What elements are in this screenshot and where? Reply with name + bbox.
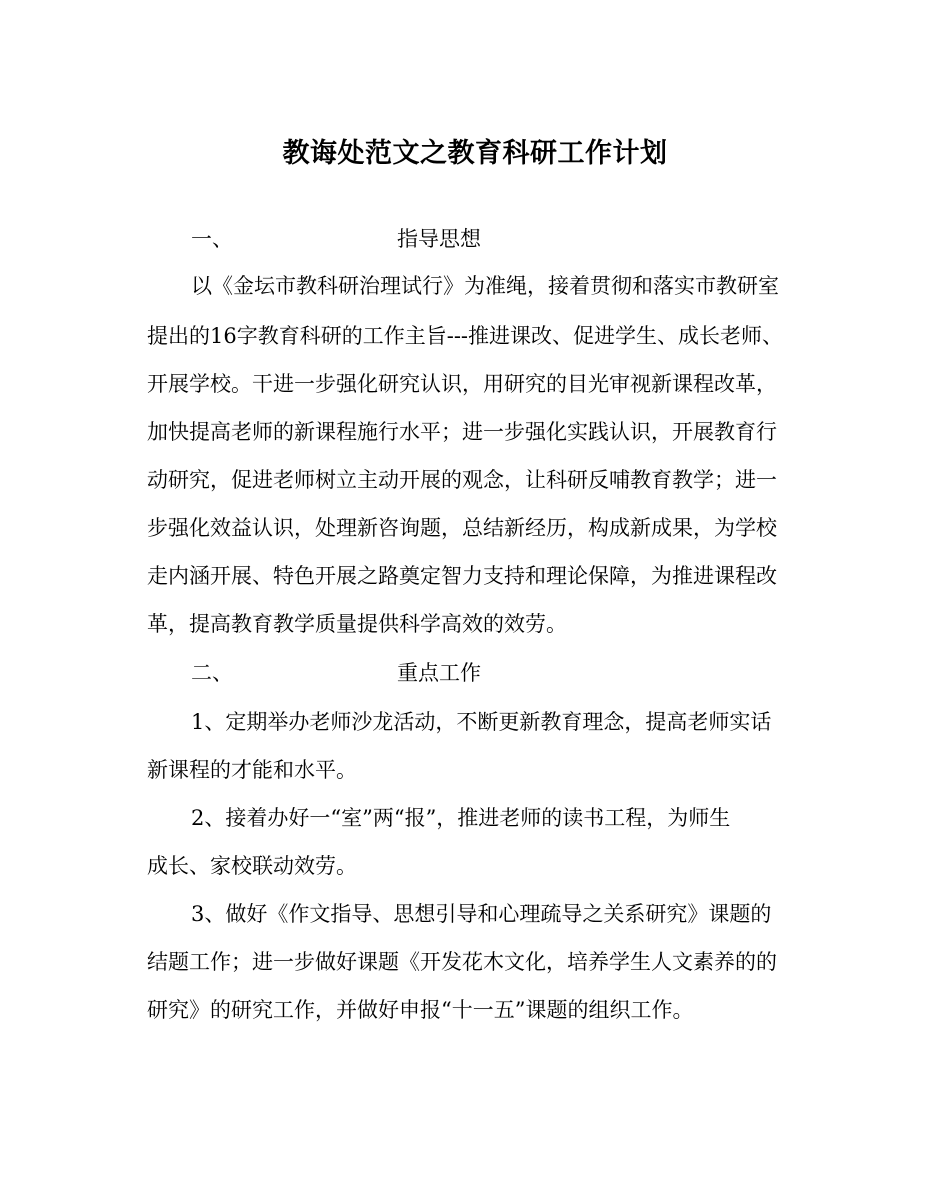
item-1-line: 新课程的才能和水平。 — [147, 758, 357, 782]
item-3-line: 结题工作；进一步做好课题《开发花木文化，培养学生人文素养的的 — [147, 950, 777, 974]
paragraph-1-line: 开展学校。干进一步强化研究认识，用研究的目光审视新课程改革， — [147, 372, 777, 396]
item-1-line: 1、定期举办老师沙龙活动，不断更新教育理念，提高老师实话 — [191, 710, 772, 734]
section-2-number: 二、 — [191, 661, 233, 685]
paragraph-1-line: 以《金坛市教科研治理试行》为准绳，接着贯彻和落实市教研室 — [191, 274, 779, 298]
document-title: 教诲处范文之教育科研工作计划 — [282, 138, 668, 169]
section-2-heading: 重点工作 — [397, 661, 481, 685]
paragraph-1-line: 走内涵开展、特色开展之路奠定智力支持和理论保障，为推进课程改 — [147, 564, 777, 588]
paragraph-1-line: 提出的16字教育科研的工作主旨---推进课改、促进学生、成长老师、 — [147, 324, 784, 348]
item-3-line: 3、做好《作文指导、思想引导和心理疏导之关系研究》课题的 — [191, 902, 772, 926]
item-3-line: 研究》的研究工作，并做好申报“十一五”课题的组织工作。 — [147, 998, 694, 1022]
paragraph-1-line: 革，提高教育教学质量提供科学高效的效劳。 — [147, 612, 567, 636]
section-1-heading: 指导思想 — [397, 227, 481, 251]
section-1-number: 一、 — [191, 227, 233, 251]
paragraph-1-line: 加快提高老师的新课程施行水平；进一步强化实践认识，开展教育行 — [147, 420, 777, 444]
item-2-line: 成长、家校联动效劳。 — [147, 854, 357, 878]
paragraph-1-line: 步强化效益认识，处理新咨询题，总结新经历，构成新成果，为学校 — [147, 516, 777, 540]
paragraph-1-line: 动研究，促进老师树立主动开展的观念，让科研反哺教育教学；进一 — [147, 468, 777, 492]
item-2-line: 2、接着办好一“室”两“报”，推进老师的读书工程，为师生 — [191, 806, 731, 830]
